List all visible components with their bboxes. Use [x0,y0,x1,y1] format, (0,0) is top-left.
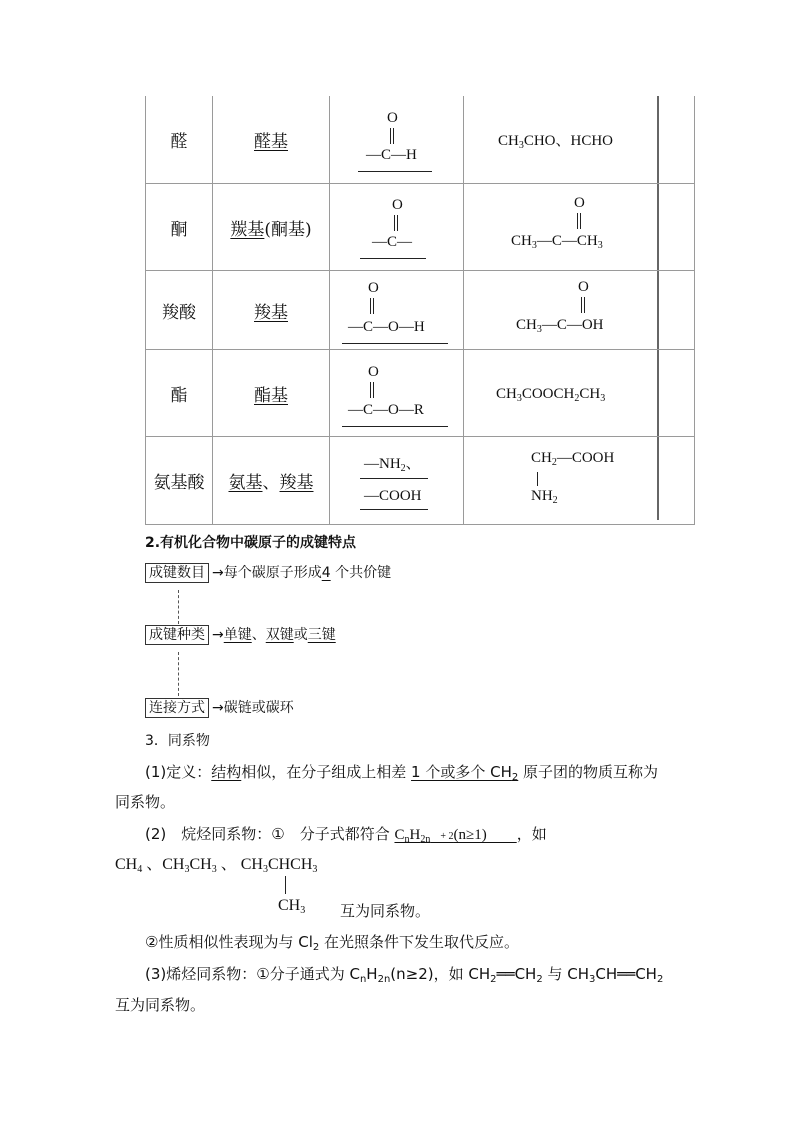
functional-group-table [145,96,695,525]
section3-heading: 3．同系物 [145,733,210,749]
example-acetone: O $CH_3—C—CH_3$ [511,195,603,251]
bond-type-text: →单键、双键或三键 [212,627,336,643]
alkene-line: (3)烯烃同系物：①分子通式为 $C_nH_{2n}(n\ge 2)$，如 $CH_2══CH_2$ 与 $CH_3CH══CH_2$ [145,965,664,985]
table-row [146,437,695,525]
example-glycine: $CH_2—COOH$ $NH_2$ [531,450,615,506]
table-row [146,350,695,437]
bond-count-text: →每个碳原子形成4 个共价键 [212,565,392,581]
structure-ketone: O —C— [330,184,463,270]
branch-bond [285,876,286,894]
box-connection: 连接方式 [145,698,209,718]
box-bond-type: 成键种类 [145,625,209,645]
box-bond-count: 成键数目 [145,563,209,583]
class-cell: 醛 [146,96,213,184]
dashed-connector [178,652,179,696]
class-cell: 羧酸 [146,271,213,350]
structure-carboxyl: O —C—O—H [330,271,463,349]
definition-line-2: 同系物。 [115,793,176,811]
class-cell: 氨基酸 [146,437,213,525]
table-row [146,184,695,271]
group-cell: 酯基 [254,385,288,406]
example-acetic-acid: O $CH_3—C—OH$ [516,279,604,335]
alkane-line: (2) 烷烃同系物：① 分子式都符合 $C_nH_{2n}$ + 2(n≥1) ，如 [145,825,547,845]
class-cell: 酮 [146,184,213,271]
example-formula: $CH_3CHO$、HCHO [498,132,614,151]
connection-text: →碳链或碳环 [212,700,294,716]
structure-aldehyde: O —C—H [330,96,463,183]
table-row [146,96,695,184]
table-row [146,271,695,350]
structure-ester: O —C—O—R [330,350,463,436]
alkane-examples: $CH_4$ 、$CH_3CH_3$ 、 $CH_3CHCH_3$ [115,856,318,875]
alkene-conclusion: 互为同系物。 [115,996,206,1014]
alkane-property: ②性质相似性表现为与 $Cl_2$ 在光照条件下发生取代反应。 [145,933,520,953]
alkane-conclusion: 互为同系物。 [340,902,431,920]
example-formula: $CH_3COOCH_2CH_3$ [496,385,606,404]
group-cell: 羧基 [254,302,288,323]
group-cell: 羰基(酮基) [230,219,312,240]
group-cell: 氨基、羧基 [228,473,314,493]
definition-line: (1)定义：结构相似，在分子组成上相差 1 个或多个 $CH_2$ 原子团的物质互称为 [145,763,659,783]
section2-heading: 2.有机化合物中碳原子的成键特点 [145,535,357,551]
group-cell: 醛基 [254,132,288,152]
class-cell: 酯 [146,350,213,437]
branch-methyl: $CH_3$ [278,897,306,916]
structure-amino-carboxyl: $—NH_2$、 —COOH [330,437,463,524]
dashed-connector [178,590,179,624]
